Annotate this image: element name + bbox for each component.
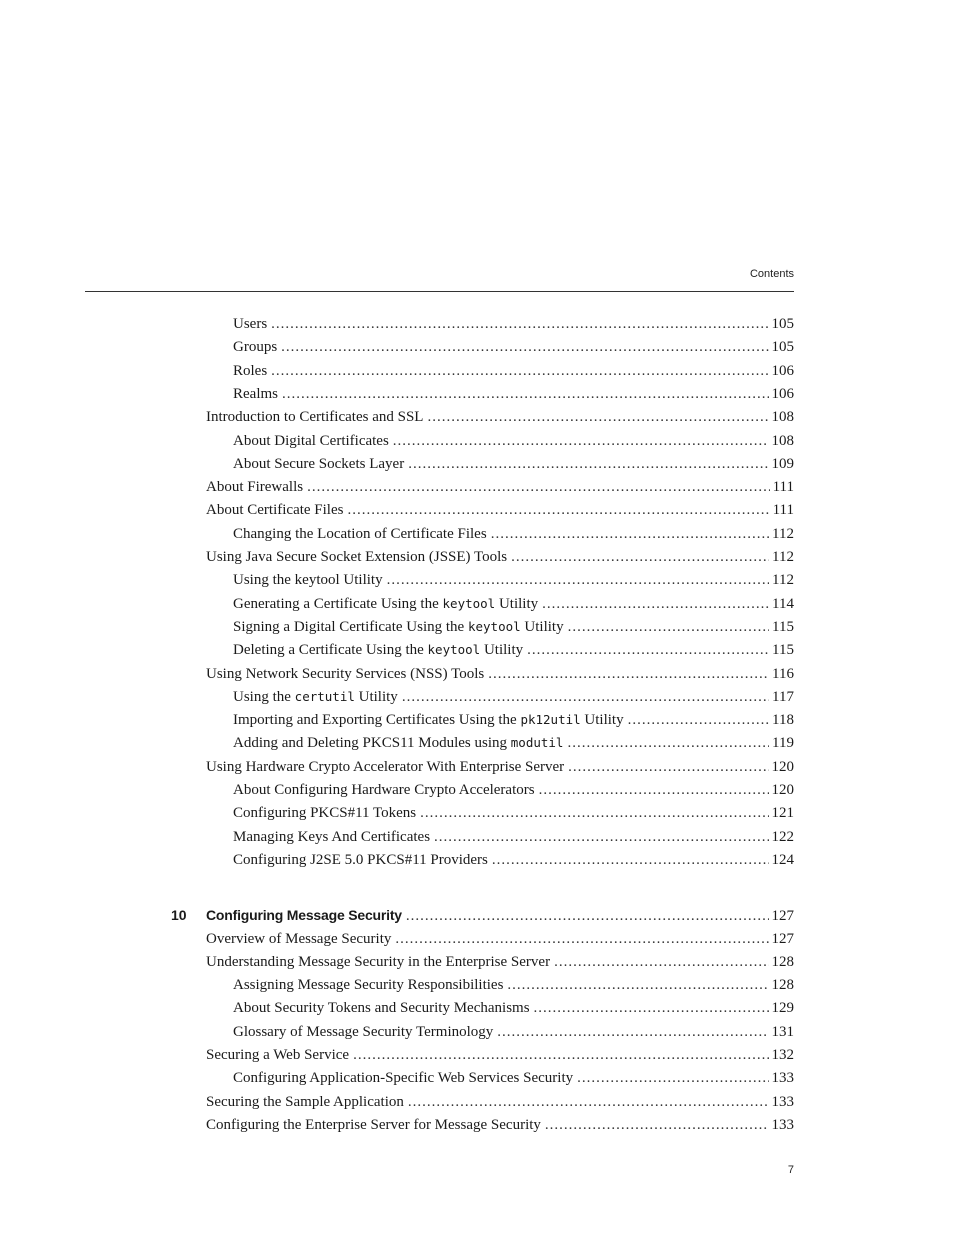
code-term: keytool — [467, 618, 521, 634]
toc-entry[interactable] — [206, 1044, 794, 1066]
title-text: About Certificate Files — [206, 502, 344, 519]
toc-entry[interactable] — [206, 476, 794, 498]
toc-entry[interactable] — [233, 453, 794, 475]
toc-entry-title — [233, 802, 420, 824]
toc-entry-title — [206, 904, 406, 926]
toc-page-number: 119 — [772, 735, 794, 752]
dot-leader — [353, 1044, 768, 1066]
title-text: Configuring PKCS#11 Tokens — [233, 805, 417, 822]
title-text: Using the — [233, 688, 295, 705]
toc-entry[interactable] — [233, 336, 794, 358]
title-text: Deleting a Certificate Using the — [233, 642, 428, 659]
toc-page-number: 131 — [771, 1023, 794, 1040]
toc-entry-title — [233, 430, 393, 452]
toc-page-number: 133 — [771, 1116, 794, 1133]
toc-entry[interactable] — [206, 1114, 794, 1136]
title-text: Adding and Deleting PKCS11 Modules using — [233, 735, 511, 752]
toc-entry-title — [233, 453, 408, 475]
title-text: About Digital Certificates — [233, 432, 389, 449]
toc-page-number: 117 — [772, 688, 794, 705]
dot-leader — [497, 1021, 768, 1043]
title-text: Using the keytool Utility — [233, 572, 383, 589]
toc-page-number: 105 — [771, 339, 794, 356]
toc-page-number: 112 — [772, 572, 794, 589]
toc-entry[interactable] — [233, 974, 794, 996]
title-text: Changing the Location of Certificate Files — [233, 525, 487, 542]
dot-leader — [488, 663, 769, 685]
code-term: certutil — [294, 688, 355, 704]
toc-entry-title — [206, 406, 427, 428]
toc-entry[interactable] — [233, 709, 794, 731]
toc-page-number: 105 — [771, 316, 794, 332]
dot-leader — [271, 360, 768, 382]
toc-page-number: 120 — [771, 758, 794, 775]
toc-entry[interactable] — [206, 1091, 794, 1113]
dot-leader — [511, 546, 769, 568]
title-text: Using Network Security Services (NSS) Tools — [206, 665, 485, 682]
toc-entry[interactable] — [233, 826, 794, 848]
code-term: pk12util — [520, 712, 581, 728]
toc-entry[interactable] — [206, 663, 794, 685]
toc-entry-title — [206, 499, 347, 521]
title-text: Utility — [354, 688, 398, 705]
title-text: About Secure Sockets Layer — [233, 455, 405, 472]
toc-entry[interactable] — [233, 383, 794, 405]
dot-leader — [282, 383, 769, 405]
toc-entry[interactable] — [233, 997, 794, 1019]
dot-leader — [567, 732, 769, 754]
toc-page-number: 108 — [771, 432, 794, 449]
toc-entry-title — [233, 974, 507, 996]
toc-page-number: 129 — [771, 1000, 794, 1017]
toc-page-number: 106 — [771, 362, 794, 379]
code-term: keytool — [427, 642, 481, 658]
toc-entry-title — [206, 1114, 545, 1136]
chapter-number: 10 — [171, 907, 187, 924]
toc-entry[interactable] — [233, 1067, 794, 1089]
toc-entry-title — [206, 476, 307, 498]
title-text: Managing Keys And Certificates — [233, 828, 431, 845]
toc-entry-title — [206, 663, 488, 685]
title-text: Realms — [233, 385, 278, 402]
title-text: Users — [233, 316, 268, 332]
toc-entry[interactable] — [233, 732, 794, 754]
toc-entry-title — [233, 732, 567, 754]
toc-entry[interactable] — [206, 499, 794, 521]
title-text: Importing and Exporting Certificates Using the — [233, 712, 521, 729]
toc-entry[interactable] — [206, 546, 794, 568]
title-text: Signing a Digital Certificate Using the — [233, 618, 468, 635]
toc-entry[interactable] — [233, 686, 794, 708]
toc-entry-title — [233, 383, 282, 405]
title-text: Configuring J2SE 5.0 PKCS#11 Providers — [233, 851, 488, 868]
toc-page-number: 124 — [771, 851, 794, 868]
toc-entry[interactable] — [233, 779, 794, 801]
title-text: About Configuring Hardware Crypto Accelerators — [233, 782, 535, 798]
dot-leader — [408, 1091, 769, 1113]
toc-entry[interactable] — [233, 639, 794, 661]
toc-entry[interactable] — [233, 802, 794, 824]
dot-leader — [420, 802, 768, 824]
title-text: Introduction to Certificates and SSL — [206, 409, 424, 426]
toc-page-number: 112 — [772, 525, 794, 542]
toc-entry-title — [233, 826, 434, 848]
title-text: Securing the Sample Application — [206, 1093, 404, 1110]
code-term: keytool — [442, 595, 496, 611]
title-text: Utility — [520, 618, 564, 635]
toc-entry-title — [233, 779, 539, 801]
dot-leader — [527, 639, 769, 661]
toc-entry-title — [233, 336, 281, 358]
dot-leader — [568, 616, 769, 638]
title-text: Configuring Application-Specific Web Services Security — [233, 1070, 574, 1087]
dot-leader — [545, 1114, 769, 1136]
title-text: Roles — [233, 362, 268, 379]
toc-entry[interactable] — [233, 593, 794, 615]
toc-page-number: 112 — [772, 549, 794, 565]
toc-page-number: 121 — [771, 805, 794, 822]
dot-leader — [271, 313, 768, 335]
toc-entry[interactable] — [233, 849, 794, 871]
toc-entry-title — [206, 1044, 353, 1066]
dot-leader — [406, 905, 769, 927]
toc-entry-title — [206, 546, 511, 568]
chapter-number-cell — [171, 904, 187, 926]
dot-leader — [395, 928, 768, 950]
dot-leader — [507, 974, 768, 996]
toc-entry[interactable] — [233, 523, 794, 545]
dot-leader — [408, 453, 768, 475]
toc-entry-title — [233, 849, 492, 871]
title-text: Groups — [233, 339, 278, 356]
toc-page-number: 111 — [772, 502, 794, 519]
dot-leader — [402, 686, 769, 708]
toc-entry[interactable] — [233, 616, 794, 638]
title-text: Utility — [580, 712, 624, 729]
dot-leader — [492, 849, 769, 871]
toc-entry-title — [233, 1021, 497, 1043]
toc-entry-title — [233, 360, 271, 382]
toc-page-number: 133 — [771, 1070, 794, 1087]
dot-leader — [577, 1067, 768, 1089]
dot-leader — [281, 336, 768, 358]
dot-leader — [628, 709, 769, 731]
toc-page-number: 109 — [771, 455, 794, 472]
toc-entry-title — [233, 709, 628, 731]
toc-entry-title — [206, 928, 395, 950]
toc-entry[interactable] — [233, 569, 794, 591]
toc-entry[interactable] — [233, 1021, 794, 1043]
title-text: Utility — [480, 642, 524, 659]
title-text: Overview of Message Security — [206, 930, 392, 947]
dot-leader — [393, 430, 769, 452]
toc-entry[interactable] — [206, 928, 794, 950]
dot-leader — [347, 499, 769, 521]
toc-entry-title — [233, 1067, 577, 1089]
toc-page-number: 108 — [771, 409, 794, 426]
code-term: modutil — [510, 735, 564, 751]
dot-leader — [539, 779, 769, 801]
toc-page-number: 128 — [771, 977, 794, 994]
toc-page-number: 111 — [772, 479, 794, 496]
toc-page-number: 133 — [771, 1093, 794, 1110]
toc-entry-title — [233, 523, 491, 545]
toc-entry-title — [206, 1091, 408, 1113]
toc-entry-title — [206, 951, 554, 973]
dot-leader — [554, 951, 768, 973]
toc-page-number: 132 — [771, 1047, 794, 1063]
title-text: Using Java Secure Socket Extension (JSSE) Tools — [206, 549, 508, 565]
title-text: About Firewalls — [206, 479, 304, 496]
toc-entry[interactable] — [206, 406, 794, 428]
toc-entry-title — [206, 756, 568, 778]
title-text: Assigning Message Security Responsibilities — [233, 977, 504, 994]
title-text: Utility — [495, 595, 539, 612]
toc-page-number: 116 — [772, 665, 794, 682]
toc-entry-title — [233, 569, 387, 591]
toc-page-number: 122 — [771, 828, 794, 845]
title-text: Configuring Message Security — [206, 907, 402, 924]
toc-page-number: 127 — [771, 930, 794, 947]
title-text: Generating a Certificate Using the — [233, 595, 443, 612]
toc-entry-title — [233, 686, 402, 708]
toc-page-number: 115 — [772, 618, 794, 635]
toc-entry[interactable] — [233, 430, 794, 452]
title-text: Understanding Message Security in the Enterprise Server — [206, 953, 551, 970]
toc-entry[interactable] — [233, 360, 794, 382]
header-rule — [85, 291, 794, 292]
running-head: Contents — [749, 268, 794, 280]
toc-entry-title — [233, 997, 534, 1019]
title-text: Securing a Web Service — [206, 1047, 350, 1063]
toc-page-number: 106 — [771, 385, 794, 402]
toc-entry-title — [233, 616, 568, 638]
dot-leader — [568, 756, 768, 778]
dot-leader — [307, 476, 770, 498]
title-text: Configuring the Enterprise Server for Message Security — [206, 1116, 541, 1133]
toc-chapter-entry[interactable] — [206, 904, 794, 926]
dot-leader — [427, 406, 768, 428]
dot-leader — [434, 826, 768, 848]
toc-page-number: 114 — [772, 595, 794, 612]
toc-entry[interactable] — [233, 313, 794, 335]
title-text: Glossary of Message Security Terminology — [233, 1023, 494, 1040]
toc-entry-title — [233, 639, 527, 661]
toc-entry-title — [233, 313, 271, 335]
page-number: 7 — [787, 1164, 794, 1176]
toc-page-number: 128 — [771, 953, 794, 970]
dot-leader — [542, 593, 769, 615]
dot-leader — [491, 523, 769, 545]
toc-entry[interactable] — [206, 756, 794, 778]
dot-leader — [534, 997, 769, 1019]
toc-page-number: 118 — [772, 712, 794, 729]
dot-leader — [387, 569, 769, 591]
title-text: About Security Tokens and Security Mechanisms — [233, 1000, 530, 1017]
toc-entry-title — [233, 593, 542, 615]
title-text: Using Hardware Crypto Accelerator With Enterprise Server — [206, 758, 565, 775]
toc-page-number: 120 — [771, 782, 794, 798]
toc-entry[interactable] — [206, 951, 794, 973]
toc-page-number: 115 — [772, 642, 794, 659]
toc-page-number: 127 — [771, 908, 794, 925]
